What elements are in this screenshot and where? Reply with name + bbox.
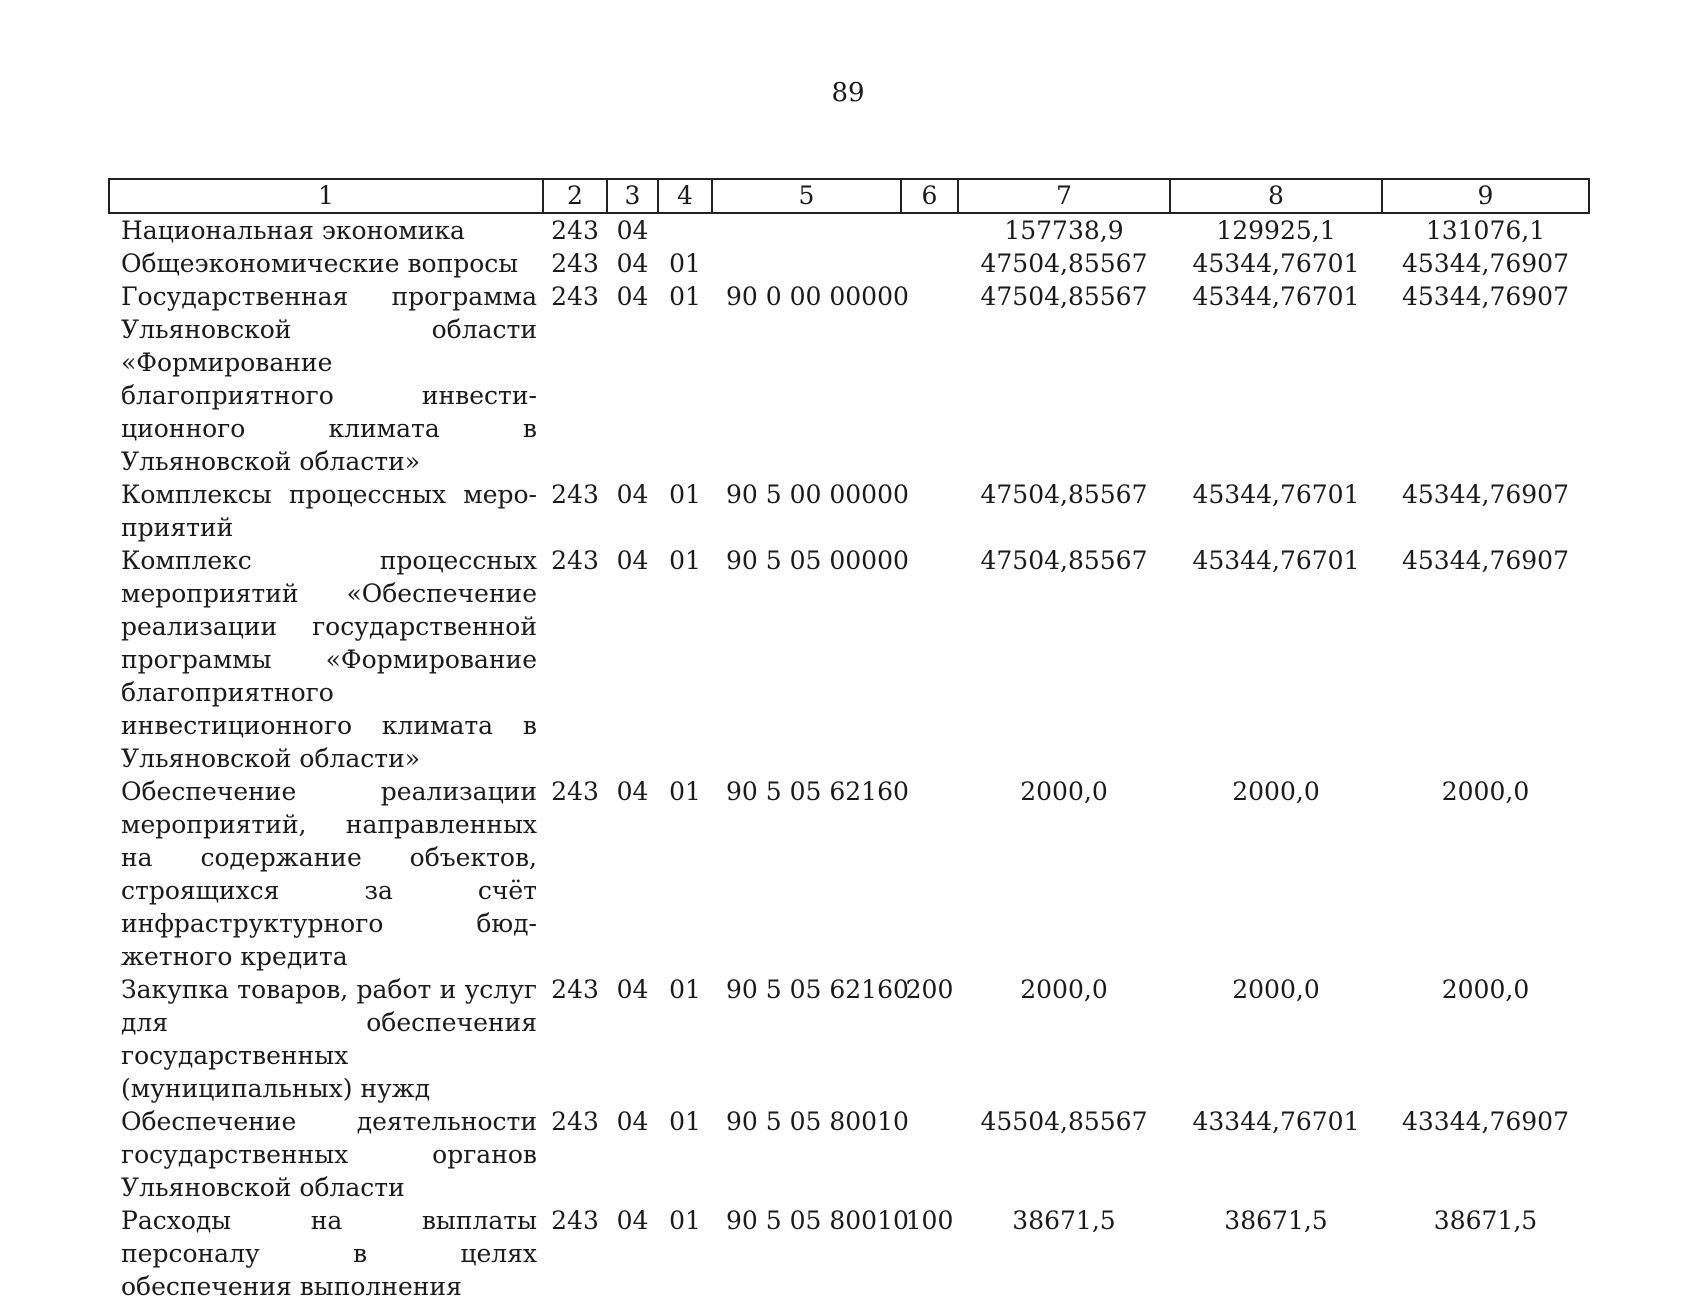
row-name: Общеэкономические вопросы	[121, 249, 519, 278]
table-row	[109, 1105, 1589, 1204]
amount-col-7: 45504,85567	[980, 1107, 1148, 1136]
amount-col-9: 45344,76907	[1401, 546, 1569, 575]
amount-col-8: 2000,0	[1232, 777, 1320, 806]
section-code: 04	[616, 777, 649, 806]
amount-col-7: 47504,85567	[980, 249, 1148, 278]
row-name: Комплекс процессных мероприятий «Обеспечение реализации государственной программы «Формирование благоприятного инвестиционного климата в Ульяновской области»	[121, 546, 537, 773]
table-row	[109, 478, 1589, 544]
row-name: Обеспечение реализации мероприятий, направленных на содержание объектов, строящихся за счёт инфраструктурного бюджетного кредита	[121, 777, 537, 971]
amount-col-7: 2000,0	[1020, 975, 1108, 1004]
ministry-code: 243	[551, 249, 599, 278]
subsection-code: 01	[669, 777, 701, 806]
section-code: 04	[616, 975, 649, 1004]
ministry-code: 243	[551, 975, 599, 1004]
row-name: Национальная экономика	[121, 216, 465, 245]
table-body	[109, 213, 1589, 1303]
ministry-code: 243	[551, 216, 599, 245]
subsection-code: 01	[669, 546, 701, 575]
subsection-code: 01	[669, 249, 701, 278]
target-article-code: 90 5 05 80010	[726, 1107, 909, 1136]
column-number-row	[109, 179, 1589, 213]
ministry-code: 243	[551, 480, 599, 509]
section-code: 04	[616, 1107, 649, 1136]
target-article-code	[712, 213, 901, 247]
amount-col-8: 45344,76701	[1192, 546, 1360, 575]
column-number: 6	[901, 179, 958, 213]
row-name: Обеспечение деятельности государственных органов Ульяновской области	[121, 1107, 537, 1202]
amount-col-8: 45344,76701	[1192, 282, 1360, 311]
row-name: Расходы на выплаты персоналу в целях обеспечения выполнения	[121, 1206, 537, 1301]
ministry-code: 243	[551, 777, 599, 806]
column-number: 4	[658, 179, 712, 213]
amount-col-8: 2000,0	[1232, 975, 1320, 1004]
amount-col-8: 45344,76701	[1192, 480, 1360, 509]
ministry-code: 243	[551, 282, 599, 311]
ministry-code: 243	[551, 1107, 599, 1136]
amount-col-7: 47504,85567	[980, 282, 1148, 311]
target-article-code: 90 5 05 80010	[726, 1206, 909, 1235]
row-name: Государственная программа Ульяновской области «Формирование благоприятного инвестиционного климата в Ульяновской области»	[121, 282, 537, 476]
expense-type-code	[901, 1105, 958, 1204]
subsection-code: 01	[669, 975, 701, 1004]
table-row	[109, 213, 1589, 247]
expense-type-code: 200	[905, 975, 954, 1004]
amount-col-7: 157738,9	[1004, 216, 1124, 245]
target-article-code: 90 5 05 62160	[726, 777, 909, 806]
subsection-code: 01	[669, 480, 701, 509]
amount-col-9: 43344,76907	[1401, 1107, 1569, 1136]
target-article-code	[712, 247, 901, 280]
column-number: 3	[607, 179, 658, 213]
target-article-code: 90 5 05 00000	[726, 546, 909, 575]
amount-col-7: 2000,0	[1020, 777, 1108, 806]
amount-col-8: 38671,5	[1224, 1206, 1328, 1235]
target-article-code: 90 0 00 00000	[726, 282, 909, 311]
amount-col-8: 43344,76701	[1192, 1107, 1360, 1136]
subsection-code: 01	[669, 282, 701, 311]
amount-col-9: 2000,0	[1441, 777, 1530, 806]
expense-type-code	[901, 478, 958, 544]
table-row	[109, 544, 1589, 775]
amount-col-9: 38671,5	[1433, 1206, 1538, 1235]
table-row	[109, 1204, 1589, 1303]
section-code: 04	[616, 546, 649, 575]
amount-col-9: 131076,1	[1425, 216, 1546, 245]
amount-col-8: 45344,76701	[1192, 249, 1360, 278]
expense-type-code	[901, 775, 958, 973]
table-row	[109, 973, 1589, 1105]
column-number: 1	[109, 179, 543, 213]
amount-col-7: 47504,85567	[980, 546, 1148, 575]
expense-type-code	[901, 280, 958, 478]
section-code: 04	[616, 1206, 649, 1235]
section-code: 04	[616, 216, 649, 245]
expense-type-code	[901, 213, 958, 247]
row-name: Закупка товаров, работ и услуг для обеспечения государственных (муниципальных) нужд	[121, 975, 537, 1103]
column-number: 7	[958, 179, 1170, 213]
section-code: 04	[616, 480, 649, 509]
target-article-code: 90 5 05 62160	[726, 975, 909, 1004]
amount-col-8: 129925,1	[1216, 216, 1336, 245]
column-number: 9	[1382, 179, 1589, 213]
amount-col-7: 38671,5	[1012, 1206, 1116, 1235]
column-number: 2	[543, 179, 607, 213]
table-row	[109, 775, 1589, 973]
amount-col-9: 45344,76907	[1401, 249, 1569, 278]
section-code: 04	[616, 249, 649, 278]
table-row	[109, 280, 1589, 478]
amount-col-9: 45344,76907	[1401, 282, 1569, 311]
amount-col-9: 2000,0	[1441, 975, 1530, 1004]
table-row	[109, 247, 1589, 280]
row-name: Комплексы процессных мероприятий	[121, 480, 537, 542]
ministry-code: 243	[551, 1206, 599, 1235]
column-number: 5	[712, 179, 901, 213]
ministry-code: 243	[551, 546, 599, 575]
target-article-code: 90 5 00 00000	[726, 480, 909, 509]
amount-col-9: 45344,76907	[1401, 480, 1569, 509]
amount-col-7: 47504,85567	[980, 480, 1148, 509]
expense-type-code: 100	[905, 1206, 954, 1235]
subsection-code: 01	[669, 1107, 701, 1136]
budget-table	[108, 178, 1590, 1303]
expense-type-code	[901, 247, 958, 280]
section-code: 04	[616, 282, 649, 311]
subsection-code	[658, 213, 712, 247]
column-number: 8	[1170, 179, 1382, 213]
page-number: 89	[831, 78, 865, 108]
expense-type-code	[901, 544, 958, 775]
subsection-code: 01	[669, 1206, 701, 1235]
